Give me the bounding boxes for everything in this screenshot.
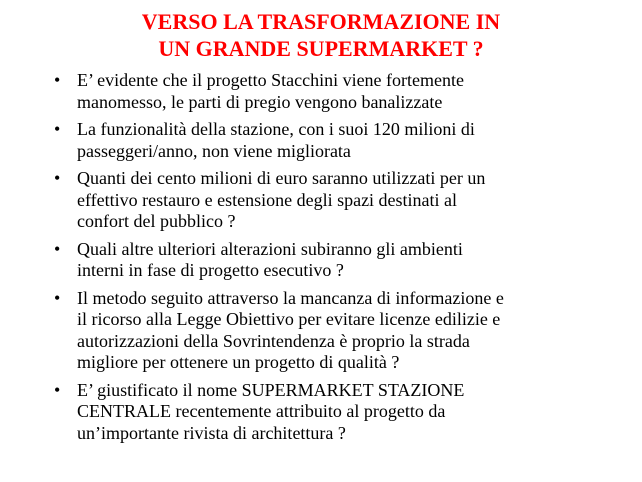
slide-title-line-2: UN GRANDE SUPERMARKET ? — [158, 36, 484, 61]
bullet-dot-icon: • — [54, 379, 61, 400]
bullet-line: interni in fase di progetto esecutivo ? — [77, 260, 344, 280]
bullet-line: E’ giustificato il nome SUPERMARKET STAZIONE — [77, 379, 465, 400]
bullet-dot-icon: • — [54, 238, 61, 259]
bullet-dot-icon: • — [54, 168, 61, 188]
bullet-line: manomesso, le parti di pregio vengono banalizzate — [77, 91, 443, 112]
bullet-dot-icon: • — [54, 119, 61, 139]
bullet-line: confort del pubblico ? — [77, 211, 236, 231]
bullet-line: effettivo restauro e estensione degli spazi destinati al — [77, 189, 458, 210]
bullet-dot-icon: • — [54, 70, 61, 90]
bullet-item — [44, 380, 604, 445]
bullet-line: migliore per ottenere un progetto di qualità ? — [77, 352, 400, 372]
bullet-item — [44, 168, 604, 233]
bullet-line: Il metodo seguito attraverso la mancanza di informazione e — [77, 287, 504, 308]
bullet-line: E’ evidente che il progetto Stacchini viene fortemente — [77, 70, 465, 90]
bullet-item — [44, 239, 604, 282]
bullet-item — [44, 119, 604, 162]
bullet-item — [44, 70, 604, 113]
bullet-line: un’importante rivista di architettura ? — [77, 422, 346, 443]
slide-title — [0, 8, 642, 62]
bullet-line: La funzionalità della stazione, con i suoi 120 milioni di — [77, 119, 475, 139]
bullet-list — [44, 70, 604, 450]
bullet-line: il ricorso alla Legge Obiettivo per evitare licenze edilizie e — [77, 309, 501, 329]
bullet-line: autorizzazioni della Sovrintendenza è proprio la strada — [77, 330, 470, 351]
slide-title-line-1: VERSO LA TRASFORMAZIONE IN — [141, 9, 501, 34]
bullet-line: CENTRALE recentemente attribuito al progetto da — [77, 401, 446, 421]
bullet-line: Quali altre ulteriori alterazioni subiranno gli ambienti — [77, 238, 463, 259]
bullet-line: passeggeri/anno, non viene migliorata — [77, 140, 351, 161]
bullet-item — [44, 288, 604, 374]
bullet-dot-icon: • — [54, 287, 61, 308]
bullet-line: Quanti dei cento milioni di euro saranno utilizzati per un — [77, 168, 486, 188]
